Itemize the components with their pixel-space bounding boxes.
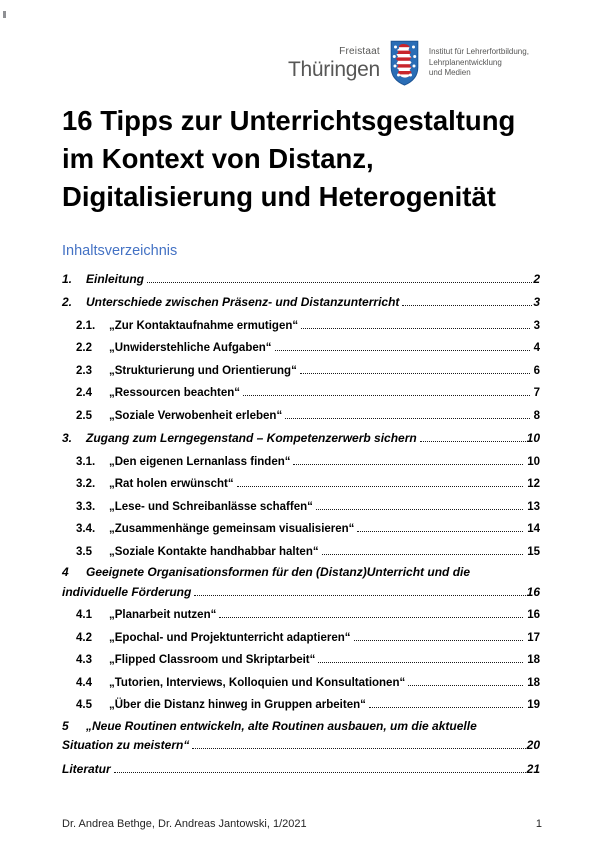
toc-entry-number: 4.1 xyxy=(76,609,92,621)
toc-leader-dots xyxy=(420,441,526,442)
toc-entry-number: 3.1. xyxy=(76,455,96,468)
toc-leader-dots xyxy=(194,595,525,596)
toc-entry[interactable] xyxy=(62,377,540,400)
title-line-1: 16 Tipps zur Unterrichtsgestaltung xyxy=(62,105,516,136)
toc-page-number: 17 xyxy=(527,631,540,644)
toc-entry-label: „Soziale Kontakte handhabbar halten“ xyxy=(109,545,319,558)
toc-page-number: 16 xyxy=(527,609,540,621)
toc-entry-number: 2.3 xyxy=(76,364,92,377)
toc-leader-dots xyxy=(316,509,523,510)
toc-leader-dots xyxy=(357,531,523,532)
toc-leader-dots xyxy=(354,640,524,641)
toc-entry-label: „Rat holen erwünscht“ xyxy=(109,478,234,490)
toc-entry-label: „Unwiderstehliche Aufgaben“ xyxy=(109,342,272,354)
toc-entry-number: 3.2. xyxy=(76,478,96,490)
toc-page-number: 12 xyxy=(527,478,540,490)
toc-entry[interactable] xyxy=(62,399,540,422)
title-line-2: im Kontext von Distanz, xyxy=(62,143,374,174)
toc-entry-number: 5 xyxy=(62,718,69,733)
toc-leader-dots xyxy=(243,395,530,396)
toc-leader-dots xyxy=(300,373,530,374)
toc-entry-number: 4 xyxy=(62,565,69,579)
toc-entry-label: „Strukturierung und Orientierung“ xyxy=(109,364,297,377)
footer-page-number: 1 xyxy=(535,818,542,830)
toc-leader-dots xyxy=(293,464,523,465)
toc-entry[interactable] xyxy=(62,713,540,752)
institute-line-2: Lehrplanentwicklung xyxy=(428,57,502,67)
toc-entry-label: „Ressourcen beachten“ xyxy=(109,387,241,399)
toc-entry-number: 2.5 xyxy=(76,409,92,422)
toc-entry[interactable] xyxy=(62,666,540,689)
freistaat-label: Freistaat xyxy=(339,45,380,57)
toc-page-number: 21 xyxy=(526,761,540,776)
toc-entry-label: „Tutorien, Interviews, Kolloquien und Konsultationen“ xyxy=(109,676,406,689)
toc-entry-label: „Den eigenen Lernanlass finden“ xyxy=(109,455,291,468)
toc-entry-number: 3.4. xyxy=(76,523,96,535)
table-of-contents xyxy=(62,263,540,776)
toc-entry-number: 2. xyxy=(62,295,73,309)
toc-page-number: 10 xyxy=(527,455,540,468)
toc-entry[interactable] xyxy=(62,490,540,513)
toc-entry-number: 2.2 xyxy=(76,342,92,354)
toc-entry-label: Literatur xyxy=(62,761,111,776)
toc-leader-dots xyxy=(219,617,523,618)
toc-page-number: 4 xyxy=(533,342,540,354)
toc-page-number: 6 xyxy=(533,364,540,377)
toc-entry[interactable] xyxy=(62,354,540,377)
toc-entry-label: Zugang zum Lerngegenstand – Kompetenzerwerb sichern xyxy=(86,431,417,445)
toc-page-number: 13 xyxy=(527,500,540,513)
toc-entry-label: „Über die Distanz hinweg in Gruppen arbeiten“ xyxy=(109,699,366,711)
document-title xyxy=(62,0,540,216)
toc-page-number: 18 xyxy=(527,676,540,689)
toc-leader-dots xyxy=(237,486,524,487)
toc-entry[interactable] xyxy=(62,535,540,558)
toc-entry-label: Unterschiede zwischen Präsenz- und Distanzunterricht xyxy=(86,295,400,309)
toc-entry[interactable] xyxy=(62,287,540,310)
toc-entry-label-line2: individuelle Förderung xyxy=(62,584,192,599)
toc-entry-label: „Neue Routinen entwickeln, alte Routinen ausbauen, um die aktuelle xyxy=(86,718,477,733)
toc-leader-dots xyxy=(318,662,523,663)
toc-entry-label: „Zusammenhänge gemeinsam visualisieren“ xyxy=(109,523,355,535)
toc-entry-label: „Epochal- und Projektunterricht adaptieren“ xyxy=(109,631,351,644)
thueringen-label: Thüringen xyxy=(288,57,380,81)
toc-page-number: 3 xyxy=(533,319,540,332)
toc-entry[interactable] xyxy=(62,263,540,286)
toc-entry-number: 4.3 xyxy=(76,654,92,666)
toc-entry[interactable] xyxy=(62,309,540,332)
toc-entry-number: 2.4 xyxy=(76,387,92,399)
toc-leader-dots xyxy=(402,305,532,306)
footer-authors: Dr. Andrea Bethge, Dr. Andreas Jantowski, 1/2021 xyxy=(62,818,307,830)
toc-entry-number: 3.5 xyxy=(76,545,92,558)
toc-leader-dots xyxy=(369,707,523,708)
toc-leader-dots xyxy=(275,350,530,351)
toc-page-number: 8 xyxy=(533,409,540,422)
page-content xyxy=(62,0,540,776)
title-line-3: Digitalisierung und Heterogenität xyxy=(62,181,496,212)
toc-entry-label: „Planarbeit nutzen“ xyxy=(109,609,217,621)
toc-entry[interactable] xyxy=(62,513,540,536)
toc-heading: Inhaltsverzeichnis xyxy=(62,243,178,259)
toc-leader-dots xyxy=(285,418,529,419)
toc-page-number: 10 xyxy=(526,431,540,445)
toc-entry-number: 1. xyxy=(62,271,73,286)
scan-artifact xyxy=(3,11,6,18)
toc-page-number: 19 xyxy=(527,699,540,711)
toc-page-number: 20 xyxy=(526,738,540,752)
toc-entry-label: „Soziale Verwobenheit erleben“ xyxy=(109,409,283,422)
toc-page-number: 14 xyxy=(527,523,540,535)
toc-leader-dots xyxy=(114,772,526,773)
toc-page-number: 7 xyxy=(533,387,540,399)
toc-entry[interactable] xyxy=(62,644,540,667)
toc-entry-number: 2.1. xyxy=(76,319,96,332)
toc-entry[interactable] xyxy=(62,689,540,712)
toc-entry[interactable] xyxy=(62,560,540,599)
toc-entry-label-line2: Situation zu meistern“ xyxy=(62,738,190,752)
toc-page-number: 2 xyxy=(533,271,540,286)
toc-entry-number: 4.2 xyxy=(76,631,92,644)
toc-entry[interactable] xyxy=(62,621,540,644)
toc-page-number: 16 xyxy=(526,584,540,599)
toc-entry-label: Geeignete Organisationsformen für den (Distanz)Unterricht und die xyxy=(86,565,471,579)
toc-entry[interactable] xyxy=(62,445,540,468)
toc-page-number: 18 xyxy=(527,654,540,666)
toc-leader-dots xyxy=(192,748,525,749)
toc-entry[interactable] xyxy=(62,332,540,355)
toc-page-number: 3 xyxy=(533,295,540,309)
toc-entry-number: 3.3. xyxy=(76,500,96,513)
institute-line-3: und Medien xyxy=(428,68,471,78)
toc-entry-label: Einleitung xyxy=(86,271,144,286)
toc-entry-number: 4.5 xyxy=(76,699,92,711)
toc-entry[interactable] xyxy=(62,599,540,622)
toc-entry[interactable] xyxy=(62,468,540,491)
toc-entry-number: 4.4 xyxy=(76,676,92,689)
page-footer xyxy=(62,818,542,830)
toc-entry[interactable] xyxy=(62,423,540,446)
toc-entry-label: „Lese- und Schreibanlässe schaffen“ xyxy=(109,500,313,513)
toc-entry-label: „Zur Kontaktaufnahme ermutigen“ xyxy=(109,319,299,332)
toc-leader-dots xyxy=(408,685,523,686)
toc-leader-dots xyxy=(301,328,529,329)
toc-entry-label: „Flipped Classroom und Skriptarbeit“ xyxy=(109,654,316,666)
toc-entry-number: 3. xyxy=(62,431,73,445)
toc-page-number: 15 xyxy=(527,545,540,558)
toc-leader-dots xyxy=(322,554,524,555)
toc-entry[interactable] xyxy=(62,753,540,776)
institute-line-1: Institut für Lehrerfortbildung, xyxy=(428,47,529,57)
toc-leader-dots xyxy=(147,282,532,283)
